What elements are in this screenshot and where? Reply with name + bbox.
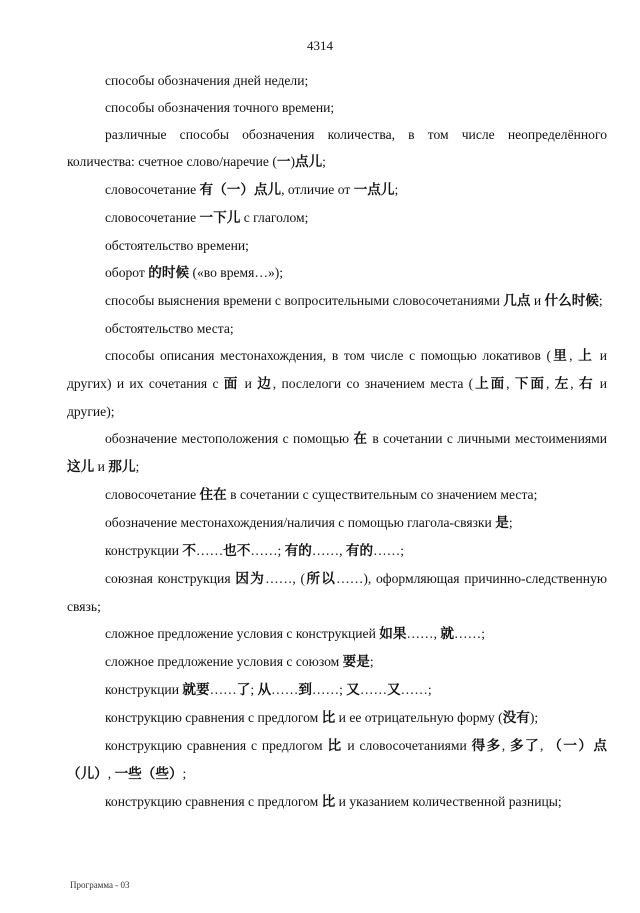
list-item: конструкции 不……也不……; 有的……, 有的……;: [105, 543, 405, 559]
page-number: 4314: [307, 38, 333, 53]
chinese-term: 多了: [509, 738, 541, 754]
chinese-term: 不: [182, 543, 196, 559]
chinese-term: 一下儿: [199, 210, 241, 226]
chinese-term: 这儿: [67, 459, 95, 475]
chinese-term: 也不: [223, 543, 251, 559]
list-item: конструкцию сравнения с предлогом 比 и ее отрицательную форму (没有);: [105, 710, 539, 726]
list-item: словосочетание 有（一）点儿, отличие от 一点儿;: [105, 182, 399, 198]
list-item: способы выяснения времени с вопросительными словосочетаниями 几点 и 什么时候;: [105, 293, 603, 309]
list-item: словосочетание 一下儿 с глаголом;: [105, 210, 309, 226]
list-item: обозначение местонахождения/наличия с помощью глагола-связки 是;: [105, 515, 513, 531]
chinese-term: 住在: [199, 487, 227, 503]
chinese-term: 又: [387, 682, 401, 698]
chinese-term: 左: [554, 376, 571, 392]
chinese-term: 比: [321, 710, 336, 726]
list-item: оборот 的时候 («во время…»);: [105, 265, 284, 281]
chinese-term: 是: [495, 515, 509, 531]
chinese-term: 点儿: [294, 154, 323, 170]
list-item: союзная конструкция 因为……, (所以……), оформляющая причинно-следственную связь;: [67, 571, 608, 614]
list-item: способы обозначения точного времени;: [105, 100, 335, 115]
chinese-term: 一些（些）: [114, 766, 183, 782]
list-item: конструкцию сравнения с предлогом 比 и указанием количественной разницы;: [105, 794, 562, 810]
chinese-term: 因为: [235, 571, 266, 587]
chinese-term: 下面: [514, 376, 546, 392]
chinese-term: 上面: [473, 376, 507, 392]
chinese-term: 所以: [305, 571, 337, 587]
chinese-term: 从: [257, 682, 272, 698]
chinese-term: 的时候: [148, 265, 190, 281]
chinese-term: 一点儿: [353, 182, 395, 198]
chinese-term: 到: [298, 682, 312, 698]
list-item: различные способы обозначения количества, в том числе неопределённого количества: счетное слово/наречие (一)点儿;: [67, 127, 607, 170]
chinese-term: 如果: [379, 626, 407, 642]
chinese-term: 比: [327, 738, 343, 754]
chinese-term: 一: [276, 154, 291, 170]
chinese-term: 没有: [502, 710, 530, 726]
chinese-term: 几点: [503, 293, 531, 309]
chinese-term: 在: [353, 431, 368, 447]
list-item: сложное предложение условия с союзом 要是;: [105, 654, 374, 670]
list-item: сложное предложение условия с конструкцией 如果……, 就……;: [105, 626, 485, 642]
footer-label: Программа - 03: [70, 880, 130, 890]
list-item: способы обозначения дней недели;: [105, 73, 309, 88]
list-item: обстоятельство места;: [105, 321, 234, 336]
chinese-term: 有的: [284, 543, 312, 559]
document-body: [67, 67, 607, 816]
chinese-term: 右: [578, 376, 595, 392]
chinese-term: 要是: [342, 654, 370, 670]
chinese-term: 边: [257, 376, 273, 392]
chinese-term: 比: [321, 794, 336, 810]
list-item: конструкции 就要……了; 从……到……; 又……又……;: [105, 682, 432, 698]
list-item: обстоятельство времени;: [105, 238, 249, 253]
chinese-term: 又: [346, 682, 360, 698]
chinese-term: 里: [551, 348, 570, 364]
chinese-term: 了: [236, 682, 251, 698]
chinese-term: 有的: [345, 543, 374, 559]
chinese-term: 有（一）点儿: [199, 182, 282, 198]
chinese-term: 那儿: [108, 459, 136, 475]
list-item: словосочетание 住在 в сочетании с существительным со значением места;: [105, 487, 538, 503]
chinese-term: 面: [223, 376, 240, 392]
chinese-term: 得多: [471, 738, 502, 754]
chinese-term: （一）点（儿）: [67, 738, 608, 782]
chinese-term: 就要: [182, 682, 210, 698]
chinese-term: 就: [440, 626, 455, 642]
list-item: обозначение местоположения с помощью 在 в сочетании с личными местоимениями 这儿 и 那儿;: [67, 431, 607, 475]
list-item: способы описания местонахождения, в том числе с помощью локативов (里, 上 и других) и их сочетания с 面 и 边, послелоги со значением места (上面, 下面, 左, 右 и другие);: [67, 348, 608, 419]
list-item: конструкцию сравнения с предлогом 比 и словосочетаниями 得多, 多了, （一）点（儿）, 一些（些）;: [67, 738, 608, 782]
chinese-term: 上: [578, 348, 595, 364]
chinese-term: 什么时候: [544, 293, 599, 309]
